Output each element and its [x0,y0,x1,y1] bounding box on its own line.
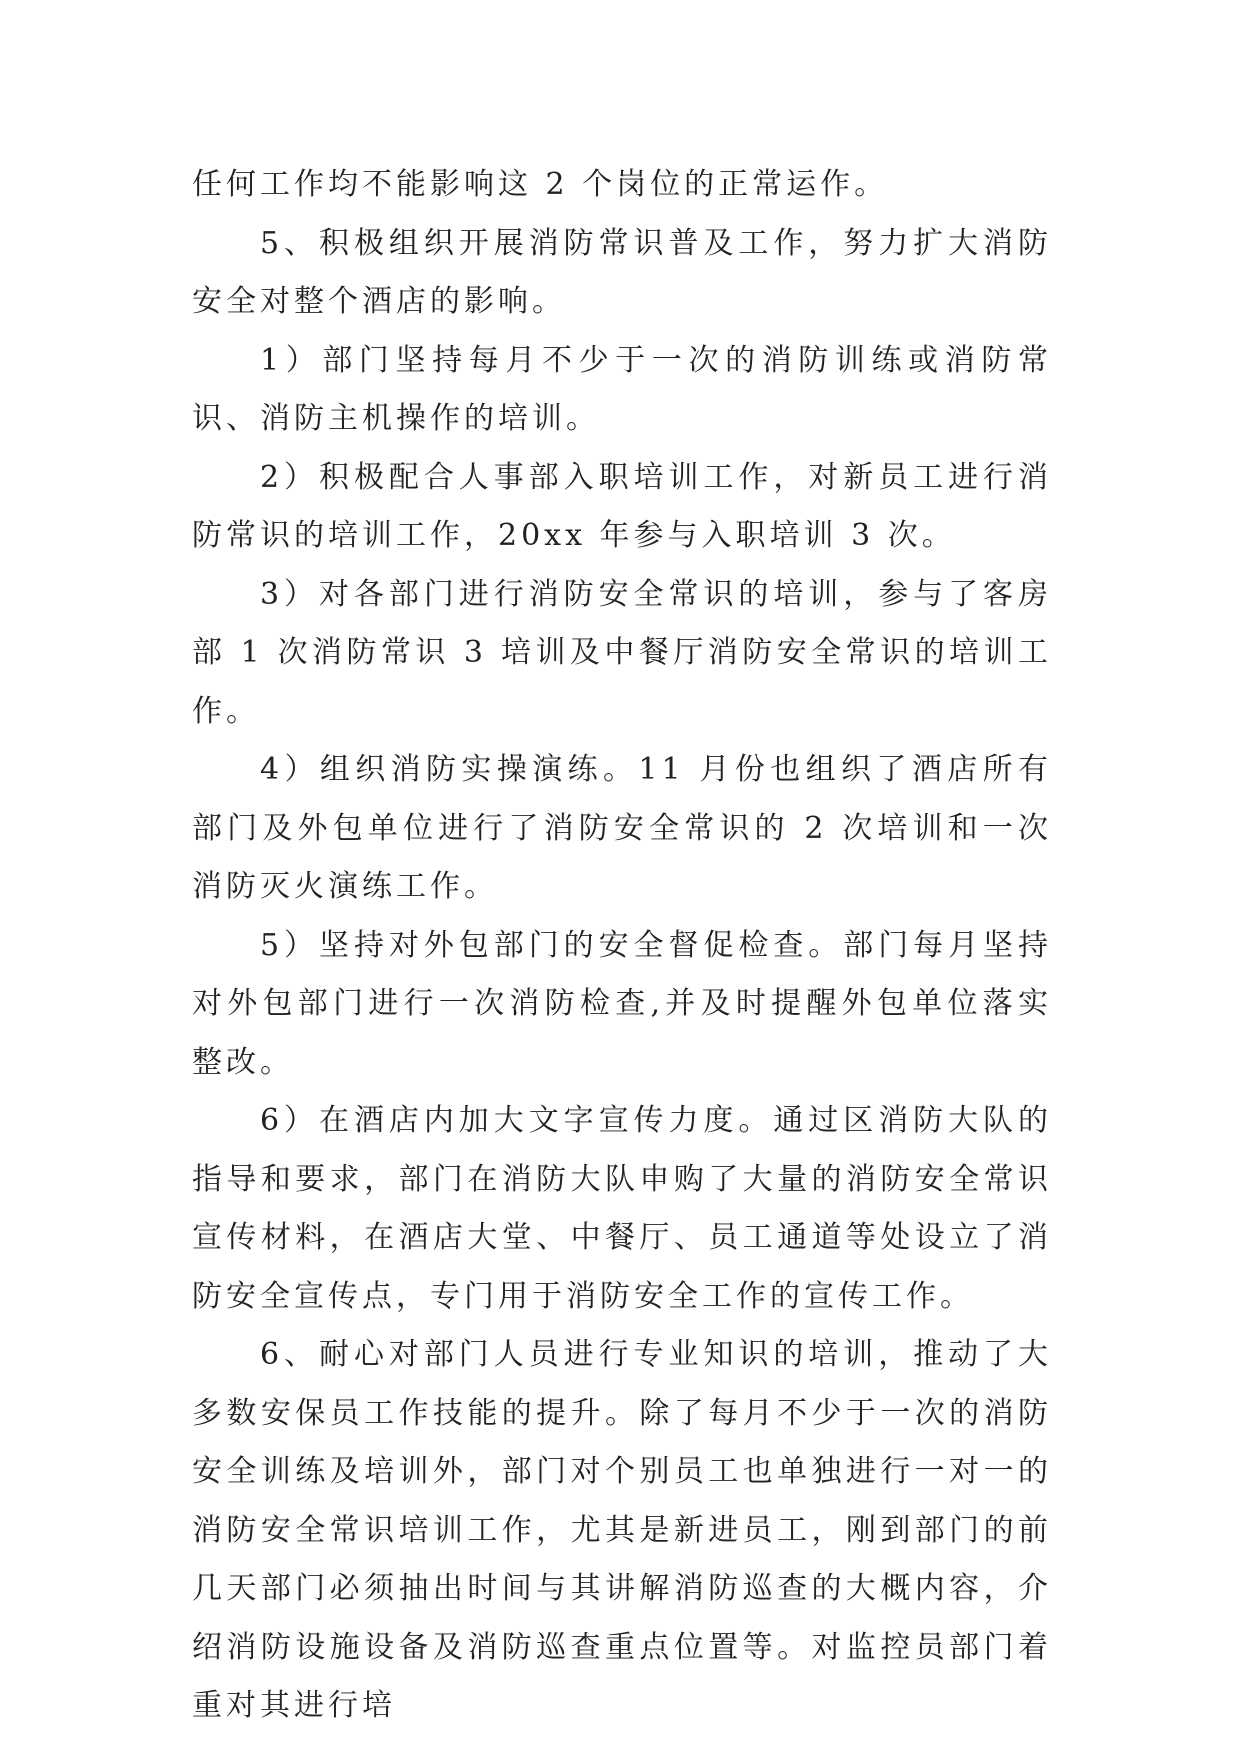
paragraph: 2）积极配合人事部入职培训工作，对新员工进行消防常识的培训工作，20xx 年参与入职培训 3 次。 [192,459,1052,553]
paragraph: 5）坚持对外包部门的安全督促检查。部门每月坚持对外包部门进行一次消防检查,并及时提醒外包单位落实整改。 [192,927,1052,1080]
document-body [192,156,1052,1736]
paragraph: 3）对各部门进行消防安全常识的培训，参与了客房部 1 次消防常识 3 培训及中餐厅消防安全常识的培训工作。 [192,576,1052,729]
paragraph: 6、耐心对部门人员进行专业知识的培训，推动了大多数安保员工作技能的提升。除了每月不少于一次的消防安全训练及培训外，部门对个别员工也单独进行一对一的消防安全常识培训工作，尤其是新进员工，刚到部门的前几天部门必须抽出时间与其讲解消防巡查的大概内容，介绍消防设施设备及消防巡查重点位置等。对监控员部门着重对其进行培 [192,1337,1052,1723]
paragraph: 任何工作均不能影响这 2 个岗位的正常运作。 [192,167,889,202]
paragraph: 6）在酒店内加大文字宣传力度。通过区消防大队的指导和要求，部门在消防大队申购了大量的消防安全常识宣传材料，在酒店大堂、中餐厅、员工通道等处设立了消防安全宣传点，专门用于消防安全工作的宣传工作。 [192,1103,1052,1314]
paragraph: 1）部门坚持每月不少于一次的消防训练或消防常识、消防主机操作的培训。 [192,342,1052,436]
paragraph: 5、积极组织开展消防常识普及工作，努力扩大消防安全对整个酒店的影响。 [192,225,1052,319]
paragraph: 4）组织消防实操演练。11 月份也组织了酒店所有部门及外包单位进行了消防安全常识的 2 次培训和一次消防灭火演练工作。 [192,752,1052,904]
